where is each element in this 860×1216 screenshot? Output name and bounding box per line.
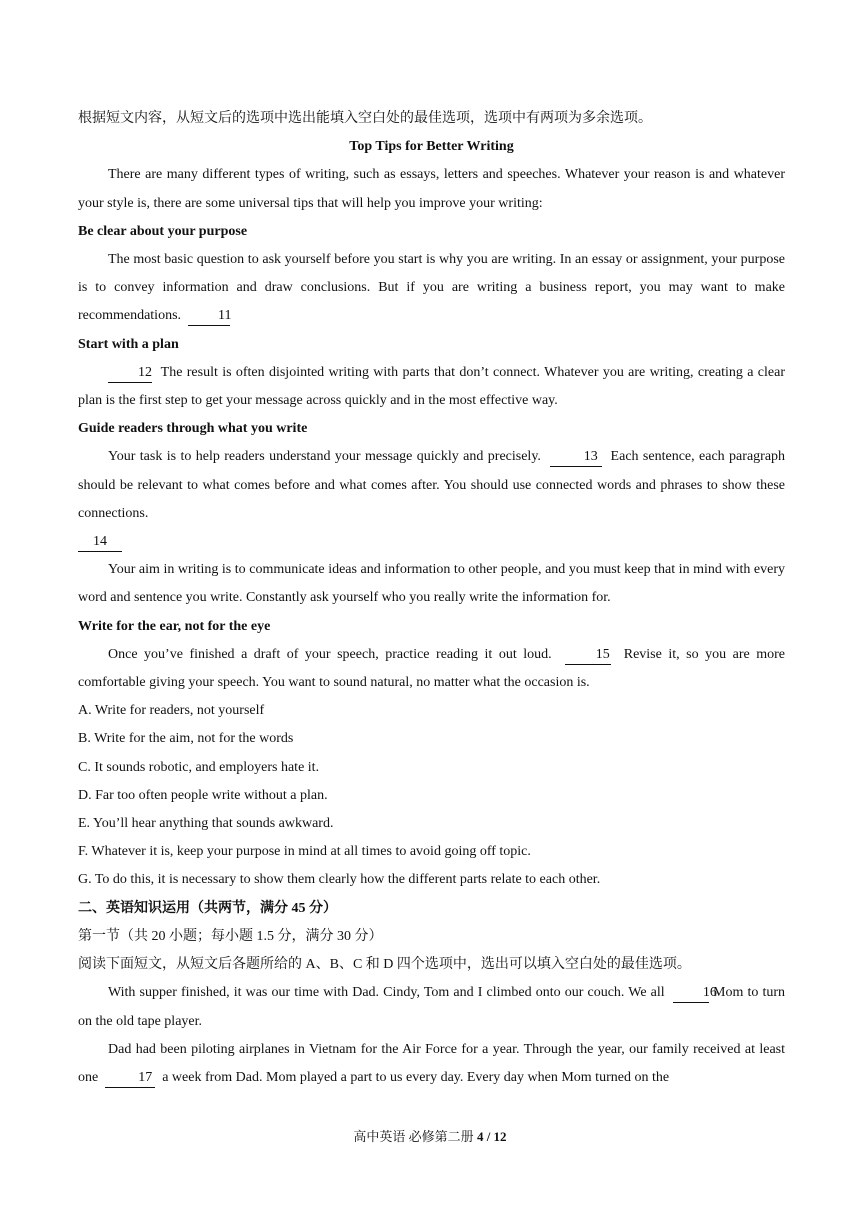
blank-17[interactable]: 17 [105, 1069, 155, 1088]
section-title: 二、英语知识运用（共两节，满分 45 分） [78, 900, 337, 916]
paragraph: Once you’ve finished a draft of your speech, practice reading it out loud. 15 Revise it, so you are more comfortable giving your speech. You want to sound natural, no matter what the occasion is. [78, 646, 786, 691]
subheading: Start with a plan [78, 336, 179, 352]
option-d[interactable]: D. Far too often people write without a plan. [78, 787, 328, 803]
blank-16[interactable]: 16 [673, 984, 709, 1003]
blank-11[interactable]: 11 [188, 307, 230, 326]
paragraph: The most basic question to ask yourself before you start is why you are writing. In an essay or assignment, your purpose is to convey information and draw conclusions. But if you are writing a business report, you may want to make recommendations. 11 [78, 246, 785, 331]
page-number: 4 / 12 [476, 1129, 507, 1144]
option-a[interactable]: A. Write for readers, not yourself [78, 703, 265, 719]
section-instruction: 阅读下面短文，从短文后各题所给的 A、B、C 和 D 四个选项中，选出可以填入空白处的最佳选项。 [78, 957, 691, 973]
paragraph: There are many different types of writing, such as essays, letters and speeches. Whatever your reason is and whatever your style is, there are some universal tips that will help you improve your writing: [78, 167, 785, 211]
document-page [78, 105, 785, 1092]
paragraph: With supper finished, it was our time with Dad. Cindy, Tom and I climbed onto our couch. We all 16 Mom to turn on the old tape player. [78, 985, 785, 1029]
blank-13[interactable]: 13 [550, 448, 602, 467]
option-c[interactable]: C. It sounds robotic, and employers hate it. [78, 759, 320, 775]
paragraph: Dad had been piloting airplanes in Vietnam for the Air Force for a year. Through the year, our family received at least one 17 a week from Dad. Mom played a part to us every day. Every day when Mom turned on the [78, 1036, 785, 1092]
page-footer [0, 1126, 860, 1145]
option-b[interactable]: B. Write for the aim, not for the words [78, 731, 294, 747]
subheading: Guide readers through what you write [78, 421, 308, 437]
section-instruction: 根据短文内容，从短文后的选项中选出能填入空白处的最佳选项，选项中有两项为多余选项。 [78, 111, 652, 126]
options-list [78, 697, 785, 894]
paragraph: 12 The result is often disjointed writing with parts that don’t connect. Whatever you are writing, creating a clear plan is the first step to get your message across quickly and in the most effective way. [78, 364, 786, 409]
blank-12[interactable]: 12 [108, 364, 152, 383]
option-e[interactable]: E. You’ll hear anything that sounds awkward. [78, 816, 334, 832]
subheading: Be clear about your purpose [78, 223, 248, 239]
footer-book-title: 高中英语 必修第二册 [353, 1129, 474, 1144]
blank-line [78, 528, 785, 556]
paragraph: Your aim in writing is to communicate ideas and information to other people, and you must keep that in mind with every word and sentence you write. Constantly ask yourself who you really write the information for. [78, 562, 785, 606]
subheading: Write for the ear, not for the eye [78, 618, 271, 634]
option-f[interactable]: F. Whatever it is, keep your purpose in mind at all times to avoid going off topic. [78, 844, 531, 860]
paragraph: Your task is to help readers understand your message quickly and precisely. 13 Each sentence, each paragraph should be relevant to what comes before and what comes after. You should use connected words and phrases to show these connections. [78, 449, 786, 521]
blank-14[interactable]: 14 [78, 533, 122, 552]
blank-15[interactable]: 15 [565, 646, 611, 665]
section-subtitle: 第一节（共 20 小题；每小题 1.5 分，满分 30 分） [78, 928, 383, 944]
passage-title: Top Tips for Better Writing [349, 139, 514, 155]
option-g[interactable]: G. To do this, it is necessary to show them clearly how the different parts relate to each other. [78, 872, 601, 888]
